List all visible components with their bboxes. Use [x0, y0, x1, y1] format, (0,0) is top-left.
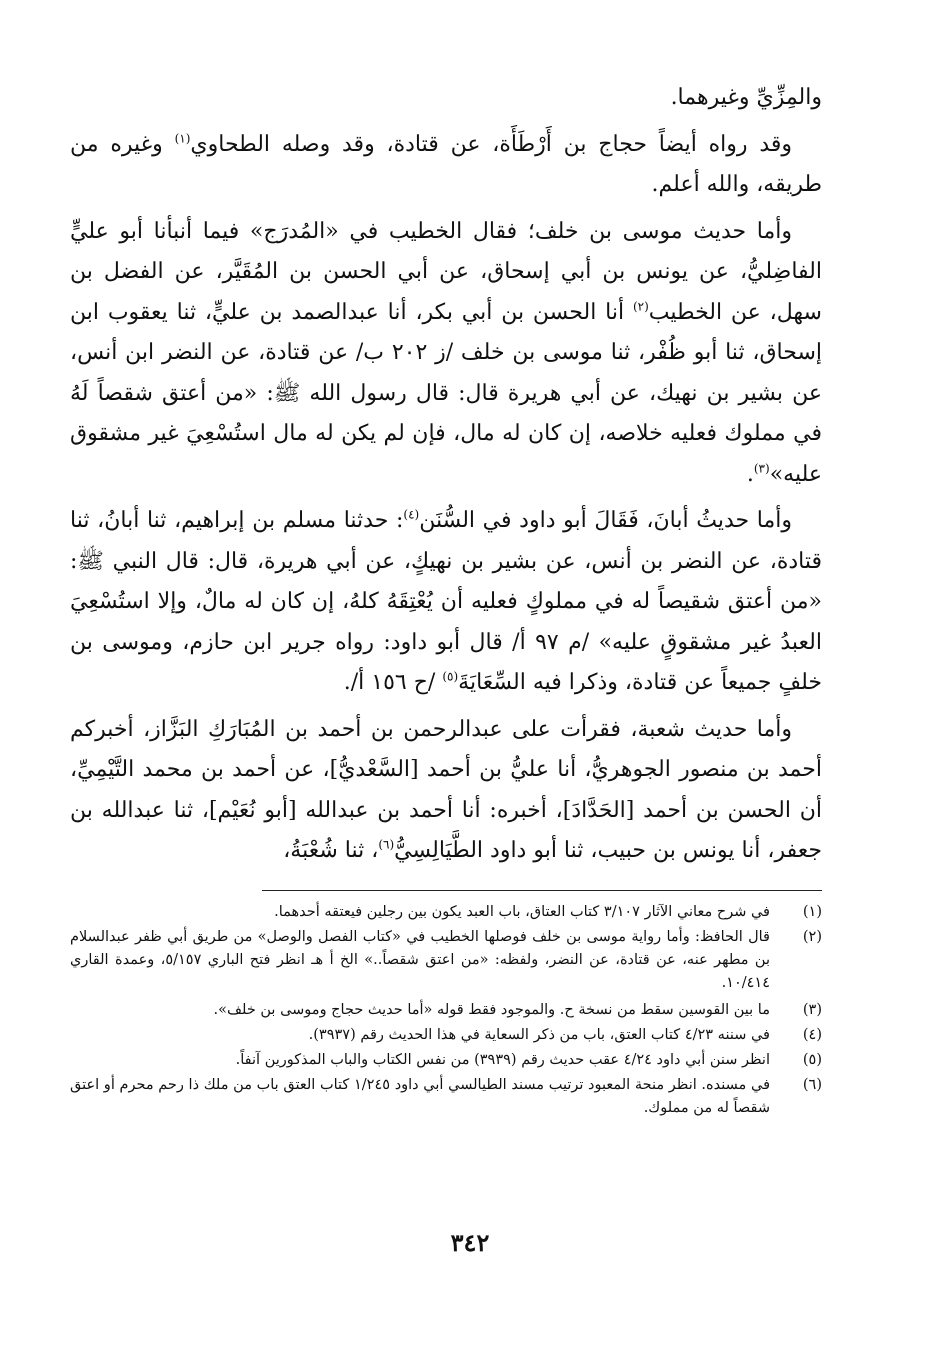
- paragraph-text: ، ثنا شُعْبَةُ،: [283, 838, 379, 863]
- footnote-item: [70, 1074, 822, 1120]
- paragraph-text: وأما حديث موسى بن خلف؛ فقال الخطيب في «المُدرَج» فيما أنبأنا أبو عليٍّ الفاضِليُّ، عن يونس بن أبي إسحاق، عن أبي الحسن بن المُقَيَّر، عن الفضل بن سهل، عن الخطيب: [70, 218, 822, 325]
- footnote-text: في سننه ٤/٢٣ كتاب العتق، باب من ذكر السعاية في هذا الحديث رقم (٣٩٣٧).: [308, 1026, 770, 1043]
- page-number: ٣٤٢: [450, 1228, 490, 1257]
- footnote-number: (١): [802, 903, 822, 920]
- footnote-text: قال الحافظ: وأما رواية موسى بن خلف فوصلها الخطيب في «كتاب الفصل والوصل» من طريق أبي ظفر عبدالسلام بن مطهر عنه، عن قتادة، عن النضر، ولفظه: «من اعتق شقصاً..» الخ أ هـ انظر فتح الباري ٥/١٥٧، وعمدة القاري ١٠/٤١٤.: [70, 928, 770, 991]
- footnote-item: [70, 901, 822, 924]
- footnote-number: (٤): [802, 1026, 822, 1043]
- paragraph-text: والمِزِّيِّ وغيرهما.: [670, 85, 822, 110]
- footnote-reference[interactable]: (١): [174, 131, 191, 146]
- paragraph-text: وقد رواه أيضاً حجاج بن أَرْطَأَة، عن قتادة، وقد وصله الطحاوي: [190, 131, 793, 157]
- footnote-divider: [262, 890, 822, 891]
- paragraph-text: وأما حديث شعبة، فقرأت على عبدالرحمن بن أحمد بن المُبَارَكِ البَزَّاز، أخبركم أحمد بن منصور الجوهريُّ، أنا عليُّ بن أحمد [السَّعْديُّ]، عن أحمد بن محمد التَّيْمِيِّ، أن الحسن بن أحمد [الحَدَّادَ]، أخبره: أنا أحمد بن عبدالله [أبو نُعَيْم]، ثنا عبدالله بن جعفر، أنا يونس بن حبيب، ثنا أبو داود الطَّيَالِسِيُّ: [70, 716, 822, 863]
- footnote-text: في مسنده. انظر منحة المعبود ترتيب مسند الطيالسي أبي داود ١/٢٤٥ كتاب العتق باب من ملك ذا رحم محرم أو اعتق شقصاً له من مملوك.: [70, 1076, 770, 1116]
- main-text: [70, 78, 822, 872]
- paragraph-text: أنا الحسن بن أبي بكر، أنا عبدالصمد بن عليٍّ، ثنا يعقوب ابن إسحاق، ثنا أبو ظُفْر، ثنا موسى بن خلف /ز ٢٠٢ ب/ عن قتادة، عن النضر ابن أنس، عن بشير بن نهيك، عن أبي هريرة قال: قال رسول الله ﷺ: «من أعتق شقصاً لَهُ في مملوك فعليه خلاصه، إن كان له مال، فإن لم يكن له مال استُسْعِيَ غير مشقوق عليه»: [70, 299, 822, 487]
- footnote-item: [70, 926, 822, 995]
- paragraph-text: /ح ١٥٦ أ/.: [343, 670, 443, 695]
- footnote-number: (٥): [802, 1051, 822, 1068]
- footnote-text: ما بين القوسين سقط من نسخة ح. والموجود فقط قوله «أما حديث حجاج وموسى بن خلف».: [213, 1001, 770, 1018]
- footnote-item: [70, 1024, 822, 1047]
- paragraph-2: [70, 125, 822, 206]
- footnote-item: [70, 999, 822, 1022]
- footnote-reference[interactable]: (٥): [442, 669, 459, 684]
- footnote-number: (٢): [802, 928, 822, 945]
- footnote-text: انظر سنن أبي داود ٤/٢٤ عقب حديث رقم (٣٩٣٩) من نفس الكتاب والباب المذكورين آنفاً.: [235, 1051, 770, 1068]
- paragraph-text: وأما حديثُ أبانَ، فَقَالَ أبو داود في السُّنَن: [419, 508, 792, 533]
- footnote-reference[interactable]: (٢): [632, 299, 649, 314]
- paragraph-4: [70, 501, 822, 704]
- paragraph-1: [70, 78, 822, 119]
- footnote-text: في شرح معاني الآثار ٣/١٠٧ كتاب العتاق، باب العبد يكون بين رجلين فيعتقه أحدهما.: [274, 903, 770, 920]
- footnote-number: (٦): [802, 1076, 822, 1093]
- footnotes: [70, 901, 822, 1120]
- paragraph-3: [70, 212, 822, 496]
- footnote-number: (٣): [802, 1001, 822, 1018]
- footnote-item: [70, 1049, 822, 1072]
- footnote-reference[interactable]: (٦): [378, 837, 395, 852]
- footnote-reference[interactable]: (٤): [403, 507, 420, 522]
- paragraph-text: : حدثنا مسلم بن إبراهيم، ثنا أبانُ، ثنا قتادة، عن النضر بن أنس، عن بشير بن نهيكٍ، عن أبي هريرة، قال: قال النبي ﷺ: «من أعتق شقيصاً له في مملوكٍ فعليه أن يُعْتِقَهُ كلهُ، إن كان له مالٌ، وإلا استُسْعِيَ العبدُ غير مشقوقٍ عليه» /م ٩٧ أ/ قال أبو داود: رواه جرير ابن حازم، وموسى بن خلفٍ جميعاً عن قتادة، وذكرا فيه السِّعَايَةَ: [70, 508, 822, 695]
- page-content: [70, 78, 822, 1122]
- paragraph-text: .: [746, 461, 754, 487]
- footnote-reference[interactable]: (٣): [753, 461, 770, 476]
- paragraph-text: وغيره من طريقه، والله أعلم.: [70, 131, 822, 197]
- paragraph-5: [70, 710, 822, 872]
